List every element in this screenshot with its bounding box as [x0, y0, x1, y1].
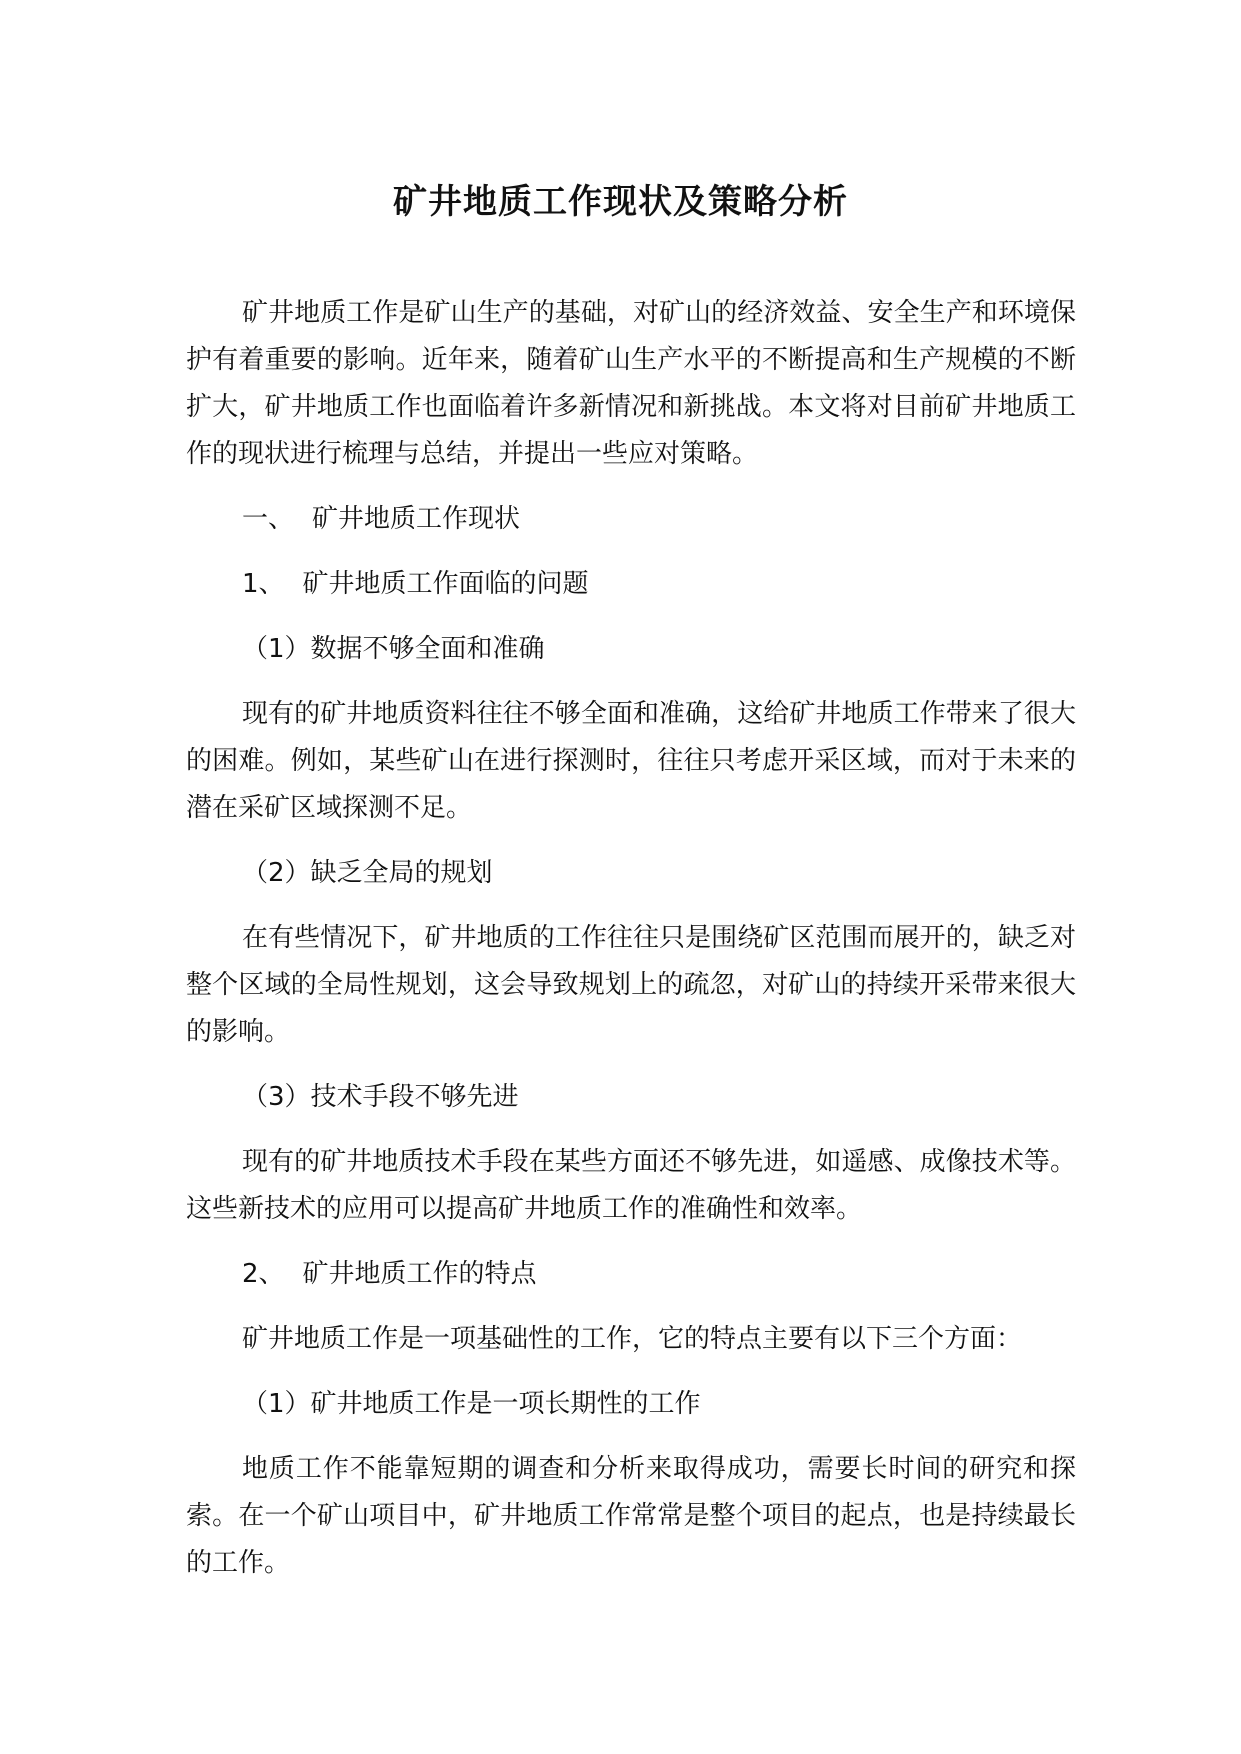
feature-paragraph-1: 地质工作不能靠短期的调查和分析来取得成功，需要长时间的研究和探索。在一个矿山项目中，矿井地质工作常常是整个项目的起点，也是持续最长的工作。 [186, 1454, 1076, 1578]
section-heading-text: 矿井地质工作现状 [312, 504, 521, 534]
subsection-number: 1、 [242, 569, 285, 599]
item-paragraph-1: 现有的矿井地质资料往往不够全面和准确，这给矿井地质工作带来了很大的困难。例如，某些矿山在进行探测时，往往只考虑开采区域，而对于未来的潜在采矿区域探测不足。 [186, 699, 1076, 823]
item-paragraph-2: 在有些情况下，矿井地质的工作往往只是围绕矿区范围而展开的，缺乏对整个区域的全局性规划，这会导致规划上的疏忽，对矿山的持续开采带来很大的影响。 [186, 923, 1076, 1047]
subsection-heading-text: 矿井地质工作面临的问题 [302, 569, 589, 599]
subsection-heading-text: 矿井地质工作的特点 [302, 1259, 537, 1289]
item-heading-1: （1）数据不够全面和准确 [242, 634, 545, 664]
subsection-heading-1 [186, 561, 1076, 608]
document-title: 矿井地质工作现状及策略分析 [393, 182, 848, 222]
item-heading-2: （2）缺乏全局的规划 [242, 858, 493, 888]
section-number: 一、 [242, 504, 295, 534]
item-heading-3: （3）技术手段不够先进 [242, 1082, 519, 1112]
subsection-intro-paragraph: 矿井地质工作是一项基础性的工作，它的特点主要有以下三个方面： [242, 1324, 1023, 1354]
section-heading-1 [186, 496, 1076, 543]
subsection-number: 2、 [242, 1259, 285, 1289]
document-body [186, 290, 1076, 1605]
intro-paragraph: 矿井地质工作是矿山生产的基础，对矿山的经济效益、安全生产和环境保护有着重要的影响。近年来，随着矿山生产水平的不断提高和生产规模的不断扩大，矿井地质工作也面临着许多新情况和新挑战。本文将对目前矿井地质工作的现状进行梳理与总结，并提出一些应对策略。 [186, 298, 1076, 469]
subsection-heading-2 [186, 1251, 1076, 1298]
item-paragraph-3: 现有的矿井地质技术手段在某些方面还不够先进，如遥感、成像技术等。这些新技术的应用可以提高矿井地质工作的准确性和效率。 [186, 1147, 1076, 1224]
feature-heading-1: （1）矿井地质工作是一项长期性的工作 [242, 1389, 701, 1419]
